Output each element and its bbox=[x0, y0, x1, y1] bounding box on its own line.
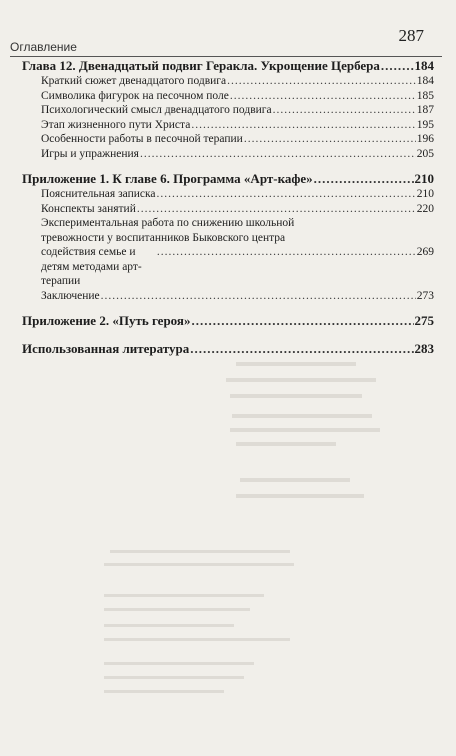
toc-subentry-page: 210 bbox=[416, 188, 434, 200]
toc-subentry-title: Краткий сюжет двенадцатого подвига bbox=[41, 75, 227, 87]
toc-subentry-title: Этап жизненного пути Христа bbox=[41, 118, 191, 131]
toc-subentry-page: 184 bbox=[416, 75, 434, 87]
toc-entry-title: Приложение 1. К главе 6. Программа «Арт-кафе» bbox=[22, 171, 313, 186]
toc-entry-page: 283 bbox=[414, 341, 434, 356]
toc-subentry-title: Заключение bbox=[41, 289, 100, 302]
toc-subentry-line: содействия семье и детям методами арт-терапии bbox=[41, 246, 142, 287]
toc-entry-page: 210 bbox=[414, 171, 434, 186]
toc-subentry-title: Пояснительная записка bbox=[41, 188, 156, 200]
toc-subentry-line: тревожности у воспитанников Быковского центра bbox=[41, 231, 286, 244]
toc-subentry-title: Символика фигурок на песочном поле bbox=[41, 89, 229, 102]
toc-subentry-line: Экспериментальная работа по снижению школьной bbox=[41, 217, 295, 229]
toc-subentry-page: 220 bbox=[416, 202, 434, 215]
toc-subentry-page: 196 bbox=[416, 133, 434, 145]
toc-subentry-page: 273 bbox=[416, 289, 434, 302]
page-number: 287 bbox=[398, 26, 424, 45]
toc-subentry-title: Игры и упражнения bbox=[41, 147, 139, 160]
toc-entry-page: 275 bbox=[414, 313, 434, 328]
running-title: Оглавление bbox=[10, 40, 77, 54]
toc-subentry-title: Психологический смысл двенадцатого подвига bbox=[41, 104, 272, 116]
toc-entry-title: Использованная литература bbox=[22, 341, 190, 356]
toc-subentry-page: 205 bbox=[416, 147, 434, 160]
toc-entry-title: Глава 12. Двенадцатый подвиг Геракла. Укрощение Цербера bbox=[22, 58, 380, 73]
toc-subentry-title: Особенности работы в песочной терапии bbox=[41, 133, 243, 145]
toc-entry-title: Приложение 2. «Путь героя» bbox=[22, 313, 191, 328]
toc-subentry-title: Конспекты занятий bbox=[41, 202, 136, 215]
toc-subentry-page: 269 bbox=[416, 246, 434, 258]
toc-entry-page: 184 bbox=[414, 58, 434, 73]
toc-subentry-page: 185 bbox=[416, 89, 434, 102]
toc-subentry-page: 195 bbox=[416, 118, 434, 131]
toc-subentry-page: 187 bbox=[416, 104, 434, 116]
